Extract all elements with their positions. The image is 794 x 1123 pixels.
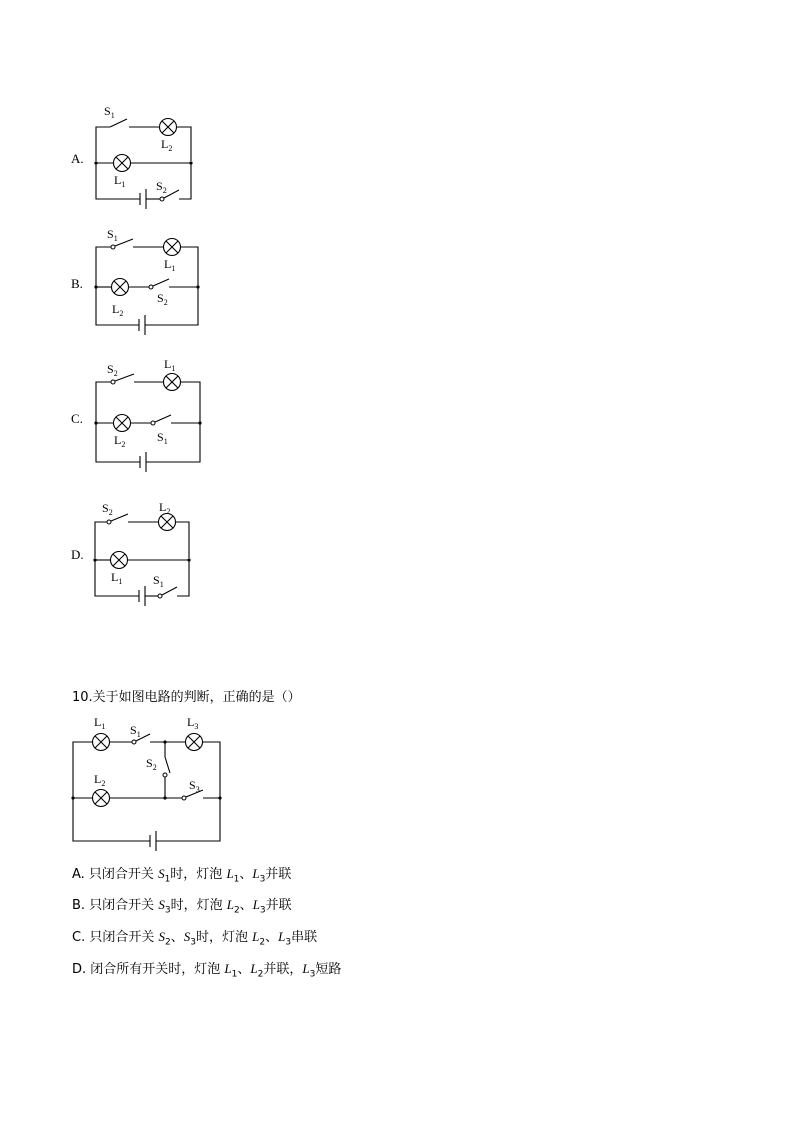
- option-a-label: A.: [71, 151, 84, 166]
- answer-option-c[interactable]: C. 只闭合开关 $S_2$、$S_3$时，灯泡 $L_2$、$L_3$串联: [72, 929, 318, 948]
- svg-text:L1: $L_1$: [164, 257, 176, 273]
- svg-text:S2: $S_2$: [102, 501, 113, 517]
- svg-text:S1: $S_1$: [107, 227, 118, 243]
- lamp-icon: [164, 239, 181, 256]
- answer-option-d[interactable]: D. 闭合所有开关时，灯泡 $L_1$、$L_2$并联，$L_3$短路: [72, 961, 342, 980]
- svg-text:S3: $S_3$: [189, 778, 200, 794]
- lamp-icon: [112, 279, 129, 296]
- svg-text:S2: $S_2$: [157, 291, 168, 307]
- lamp-icon: [159, 514, 176, 531]
- svg-text:L1: $L_1$: [164, 357, 176, 373]
- svg-text:S1: $S_1$: [104, 104, 115, 120]
- lamp-icon: [93, 790, 110, 807]
- svg-text:S1: $S_1$: [130, 723, 141, 739]
- svg-text:L2: $L_2$: [94, 772, 106, 788]
- lamp-icon: [111, 552, 128, 569]
- svg-text:S2: $S_2$: [146, 756, 157, 772]
- svg-text:L2: $L_2$: [161, 137, 173, 153]
- lamp-icon: [114, 155, 131, 172]
- lamp-icon: [186, 734, 203, 751]
- lamp-icon: [93, 734, 110, 751]
- svg-text:L2: $L_2$: [114, 433, 126, 449]
- svg-text:L2: $L_2$: [159, 500, 171, 516]
- option-d-label: D.: [71, 547, 84, 562]
- svg-text:L2: $L_2$: [112, 302, 124, 318]
- svg-text:S1: $S_1$: [157, 430, 168, 446]
- svg-text:L1: $L_1$: [111, 570, 123, 586]
- lamp-icon: [160, 119, 177, 136]
- option-b-label: B.: [71, 276, 83, 291]
- lamp-icon: [164, 374, 181, 391]
- answer-option-a[interactable]: A. 只闭合开关 $S_1$时，灯泡 $L_1$、$L_3$并联: [72, 866, 292, 885]
- svg-text:L3: $L_3$: [187, 715, 199, 731]
- svg-text:S2: $S_2$: [107, 362, 118, 378]
- answer-option-b[interactable]: B. 只闭合开关 $S_3$时，灯泡 $L_2$、$L_3$并联: [72, 897, 292, 916]
- svg-text:L1: $L_1$: [94, 715, 106, 731]
- option-c-label: C.: [71, 411, 83, 426]
- svg-text:L1: $L_1$: [114, 173, 126, 189]
- svg-text:S2: $S_2$: [156, 179, 167, 195]
- lamp-icon: [114, 415, 131, 432]
- svg-text:S1: $S_1$: [153, 573, 164, 589]
- question-10-stem: 10.关于如图电路的判断，正确的是（）: [72, 690, 301, 705]
